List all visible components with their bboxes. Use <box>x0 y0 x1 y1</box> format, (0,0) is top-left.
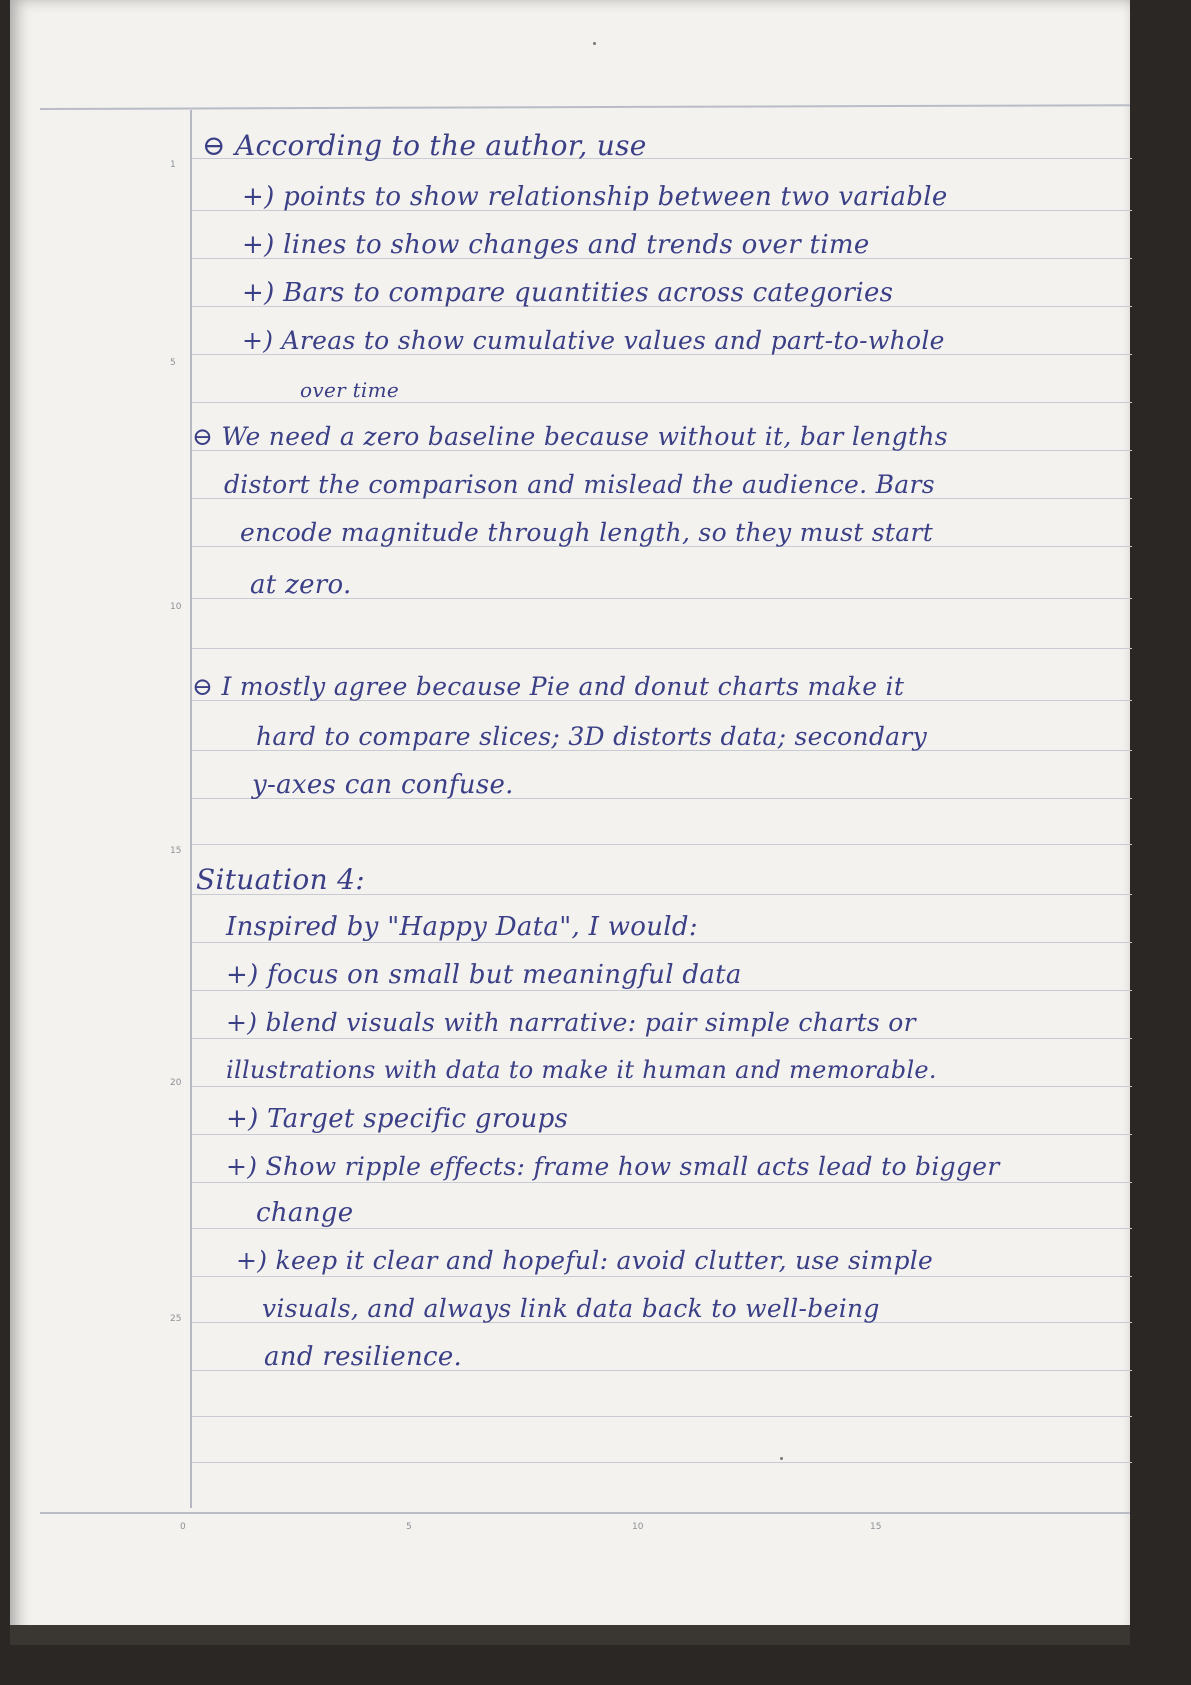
note-line: and resilience. <box>264 1342 463 1372</box>
ruled-line <box>192 402 1132 403</box>
note-line: +) lines to show changes and trends over time <box>242 230 870 260</box>
note-line: change <box>256 1198 354 1228</box>
margin-line <box>190 110 192 1508</box>
page-edge-shadow <box>10 1625 1130 1645</box>
line-number: 10 <box>170 602 182 612</box>
note-line: +) Show ripple effects: frame how small acts lead to bigger <box>226 1152 1000 1181</box>
line-number: 25 <box>170 1314 182 1324</box>
ruled-line <box>192 1416 1132 1417</box>
note-line: ⊖ According to the author, use <box>202 129 647 162</box>
ruled-line <box>192 1276 1132 1277</box>
note-line: hard to compare slices; 3D distorts data; secondary <box>256 722 928 751</box>
ruled-line <box>192 1462 1132 1463</box>
line-number: 15 <box>170 846 182 856</box>
ruled-line <box>192 648 1132 649</box>
ruled-line <box>192 942 1132 943</box>
note-line: +) Bars to compare quantities across categories <box>242 278 894 308</box>
ruled-line <box>192 990 1132 991</box>
ruled-line <box>192 1182 1132 1183</box>
speck <box>780 1457 783 1460</box>
ruled-line <box>192 1038 1132 1039</box>
note-line: +) points to show relationship between two variable <box>242 182 948 212</box>
ruled-line <box>192 1134 1132 1135</box>
bottom-rule <box>40 1512 1130 1514</box>
note-line: ⊖ I mostly agree because Pie and donut charts make it <box>192 672 905 701</box>
note-line: Inspired by "Happy Data", I would: <box>226 912 698 942</box>
note-line: over time <box>300 378 400 402</box>
ruler-number: 10 <box>632 1522 644 1532</box>
note-line: +) focus on small but meaningful data <box>226 960 742 990</box>
ruled-line <box>192 844 1132 845</box>
top-rule <box>40 104 1130 110</box>
ruled-line <box>192 1086 1132 1087</box>
note-line: +) keep it clear and hopeful: avoid clutter, use simple <box>236 1246 934 1275</box>
note-line: +) blend visuals with narrative: pair simple charts or <box>226 1008 916 1037</box>
note-line: Situation 4: <box>196 863 365 896</box>
notebook-page <box>10 0 1130 1638</box>
note-line: visuals, and always link data back to well-being <box>262 1294 880 1323</box>
note-line: +) Areas to show cumulative values and part-to-whole <box>242 326 945 355</box>
line-number: 5 <box>170 358 176 368</box>
ruler-number: 15 <box>870 1522 882 1532</box>
line-number: 1 <box>170 160 176 170</box>
note-line: ⊖ We need a zero baseline because without it, bar lengths <box>192 422 948 451</box>
ruled-line <box>192 1228 1132 1229</box>
note-line: at zero. <box>250 570 352 600</box>
note-line: y-axes can confuse. <box>252 770 514 800</box>
ruler-number: 0 <box>180 1522 186 1532</box>
note-line: encode magnitude through length, so they must start <box>240 518 934 547</box>
note-line: +) Target specific groups <box>226 1104 569 1134</box>
line-number: 20 <box>170 1078 182 1088</box>
note-line: illustrations with data to make it human and memorable. <box>226 1056 937 1084</box>
note-line: distort the comparison and mislead the audience. Bars <box>224 470 935 499</box>
ruler-number: 5 <box>406 1522 412 1532</box>
speck <box>593 42 596 45</box>
